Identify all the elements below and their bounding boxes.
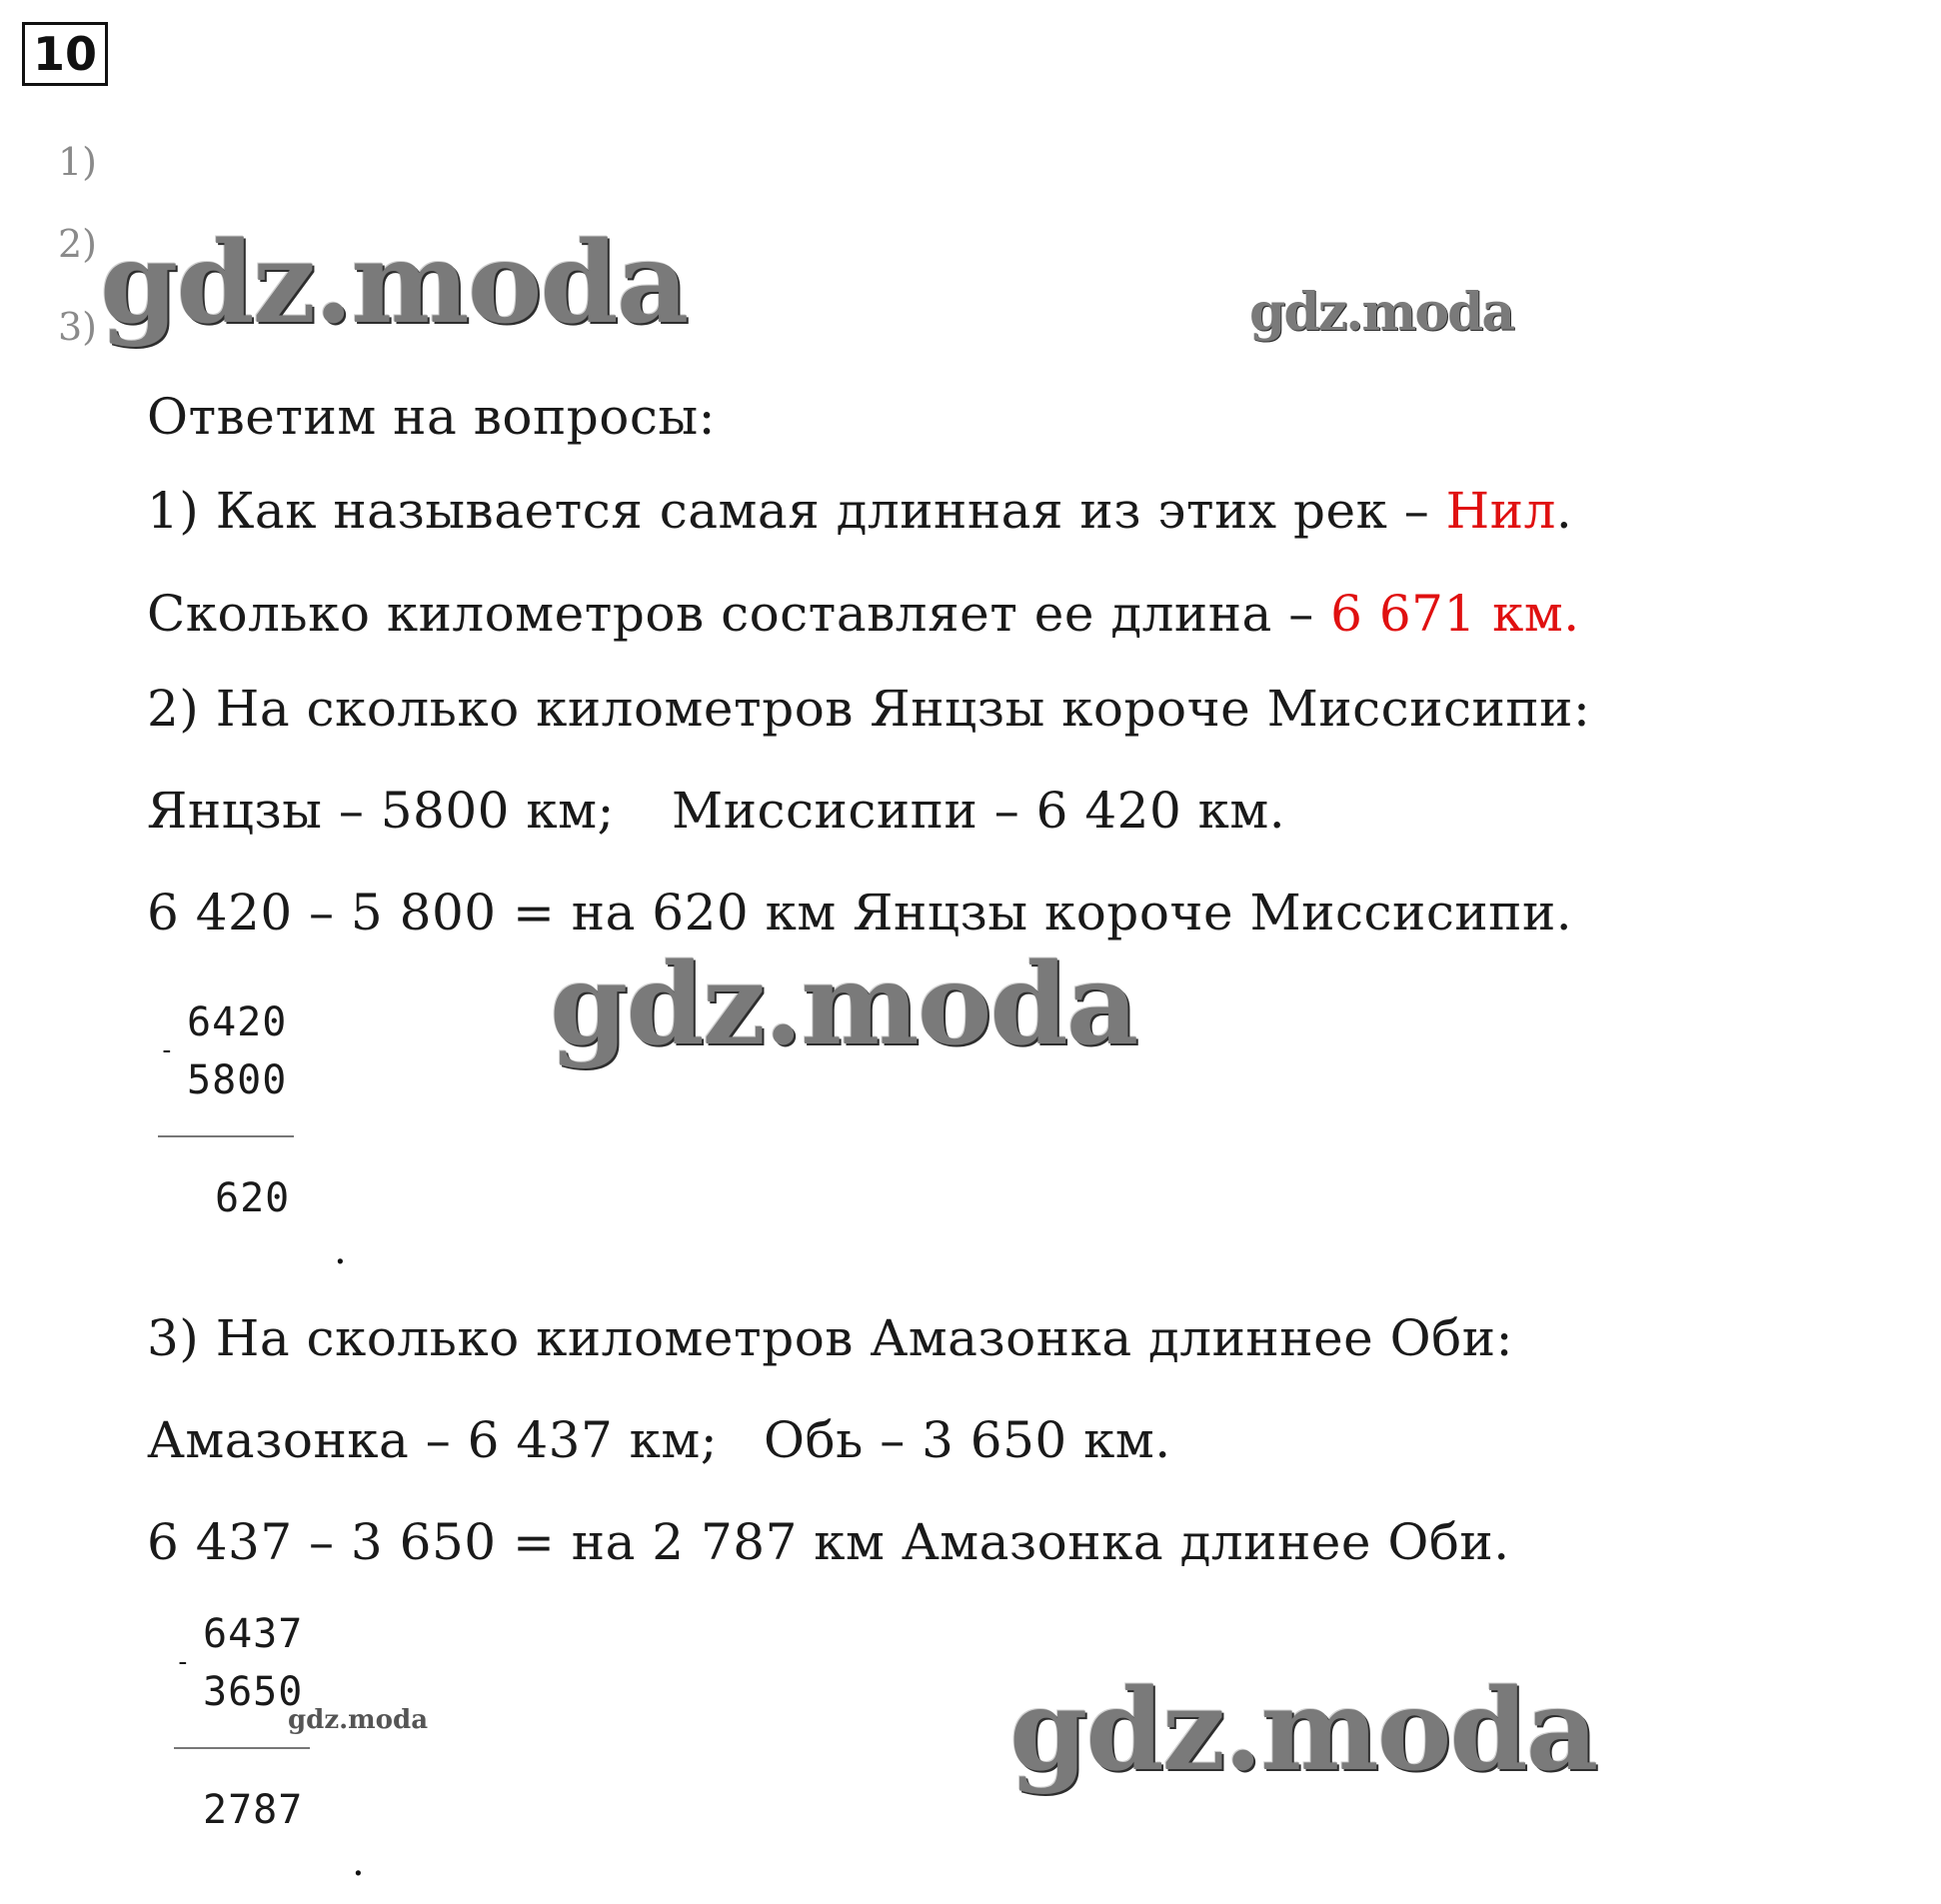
q3-column-minuend: 6437 (203, 1611, 304, 1657)
q2-column-minus-sign: - (159, 1035, 175, 1065)
q3-equation: 6 437 – 3 650 = на 2 787 км Амазонка длинее Оби. (147, 1513, 1510, 1571)
marker-1: 1) (58, 140, 98, 184)
heading: Ответим на вопросы: (147, 388, 717, 446)
q2-column-dot: . (334, 1227, 347, 1273)
watermark-logo-middle: gdz.moda (550, 940, 1137, 1070)
q3-column-result: 2787 (203, 1787, 304, 1833)
task-number-box: 10 (22, 22, 108, 86)
q1-length-text: Сколько километров составляет ее длина – (147, 585, 1331, 643)
marker-2: 2) (58, 222, 98, 266)
watermark-logo-top-right: gdz.moda (1249, 282, 1514, 343)
q2-column-subtrahend: 5800 (187, 1057, 288, 1103)
q2-equation: 6 420 – 5 800 = на 620 км Янцзы короче Миссисипи. (147, 884, 1573, 942)
watermark-logo-bottom-right: gdz.moda (1009, 1665, 1597, 1796)
q3-values-right: Обь – 3 650 км. (764, 1411, 1171, 1469)
q2-values-right: Миссисипи – 6 420 км. (672, 782, 1286, 840)
q1-answer-river: Нил (1445, 482, 1556, 540)
watermark-logo-small: gdz.moda (288, 1705, 429, 1735)
q3-column-dot: . (352, 1839, 365, 1885)
q1-answer-length: 6 671 км. (1330, 585, 1580, 643)
marker-3: 3) (58, 305, 98, 349)
q1-line-1 (147, 482, 1572, 540)
watermark-logo-top-left: gdz.moda (100, 218, 688, 349)
q2-column-result: 620 (215, 1175, 291, 1221)
q2-question: 2) На сколько километров Янцзы короче Миссисипи: (147, 680, 1591, 738)
q2-column-rule (158, 1135, 294, 1137)
q2-column-minuend: 6420 (187, 999, 288, 1045)
q3-question: 3) На сколько километров Амазонка длиннее Оби: (147, 1309, 1513, 1367)
q3-values-left: Амазонка – 6 437 км; (147, 1411, 719, 1469)
q3-column-rule (174, 1747, 310, 1749)
q3-column-minus-sign: - (175, 1647, 191, 1677)
q1-line-2 (147, 585, 1580, 643)
q2-values-left: Янцзы – 5800 км; (147, 782, 615, 840)
q1-period: . (1555, 482, 1573, 540)
q1-text: 1) Как называется самая длинная из этих рек – (147, 482, 1446, 540)
q3-column-subtrahend: 3650 (203, 1669, 304, 1715)
